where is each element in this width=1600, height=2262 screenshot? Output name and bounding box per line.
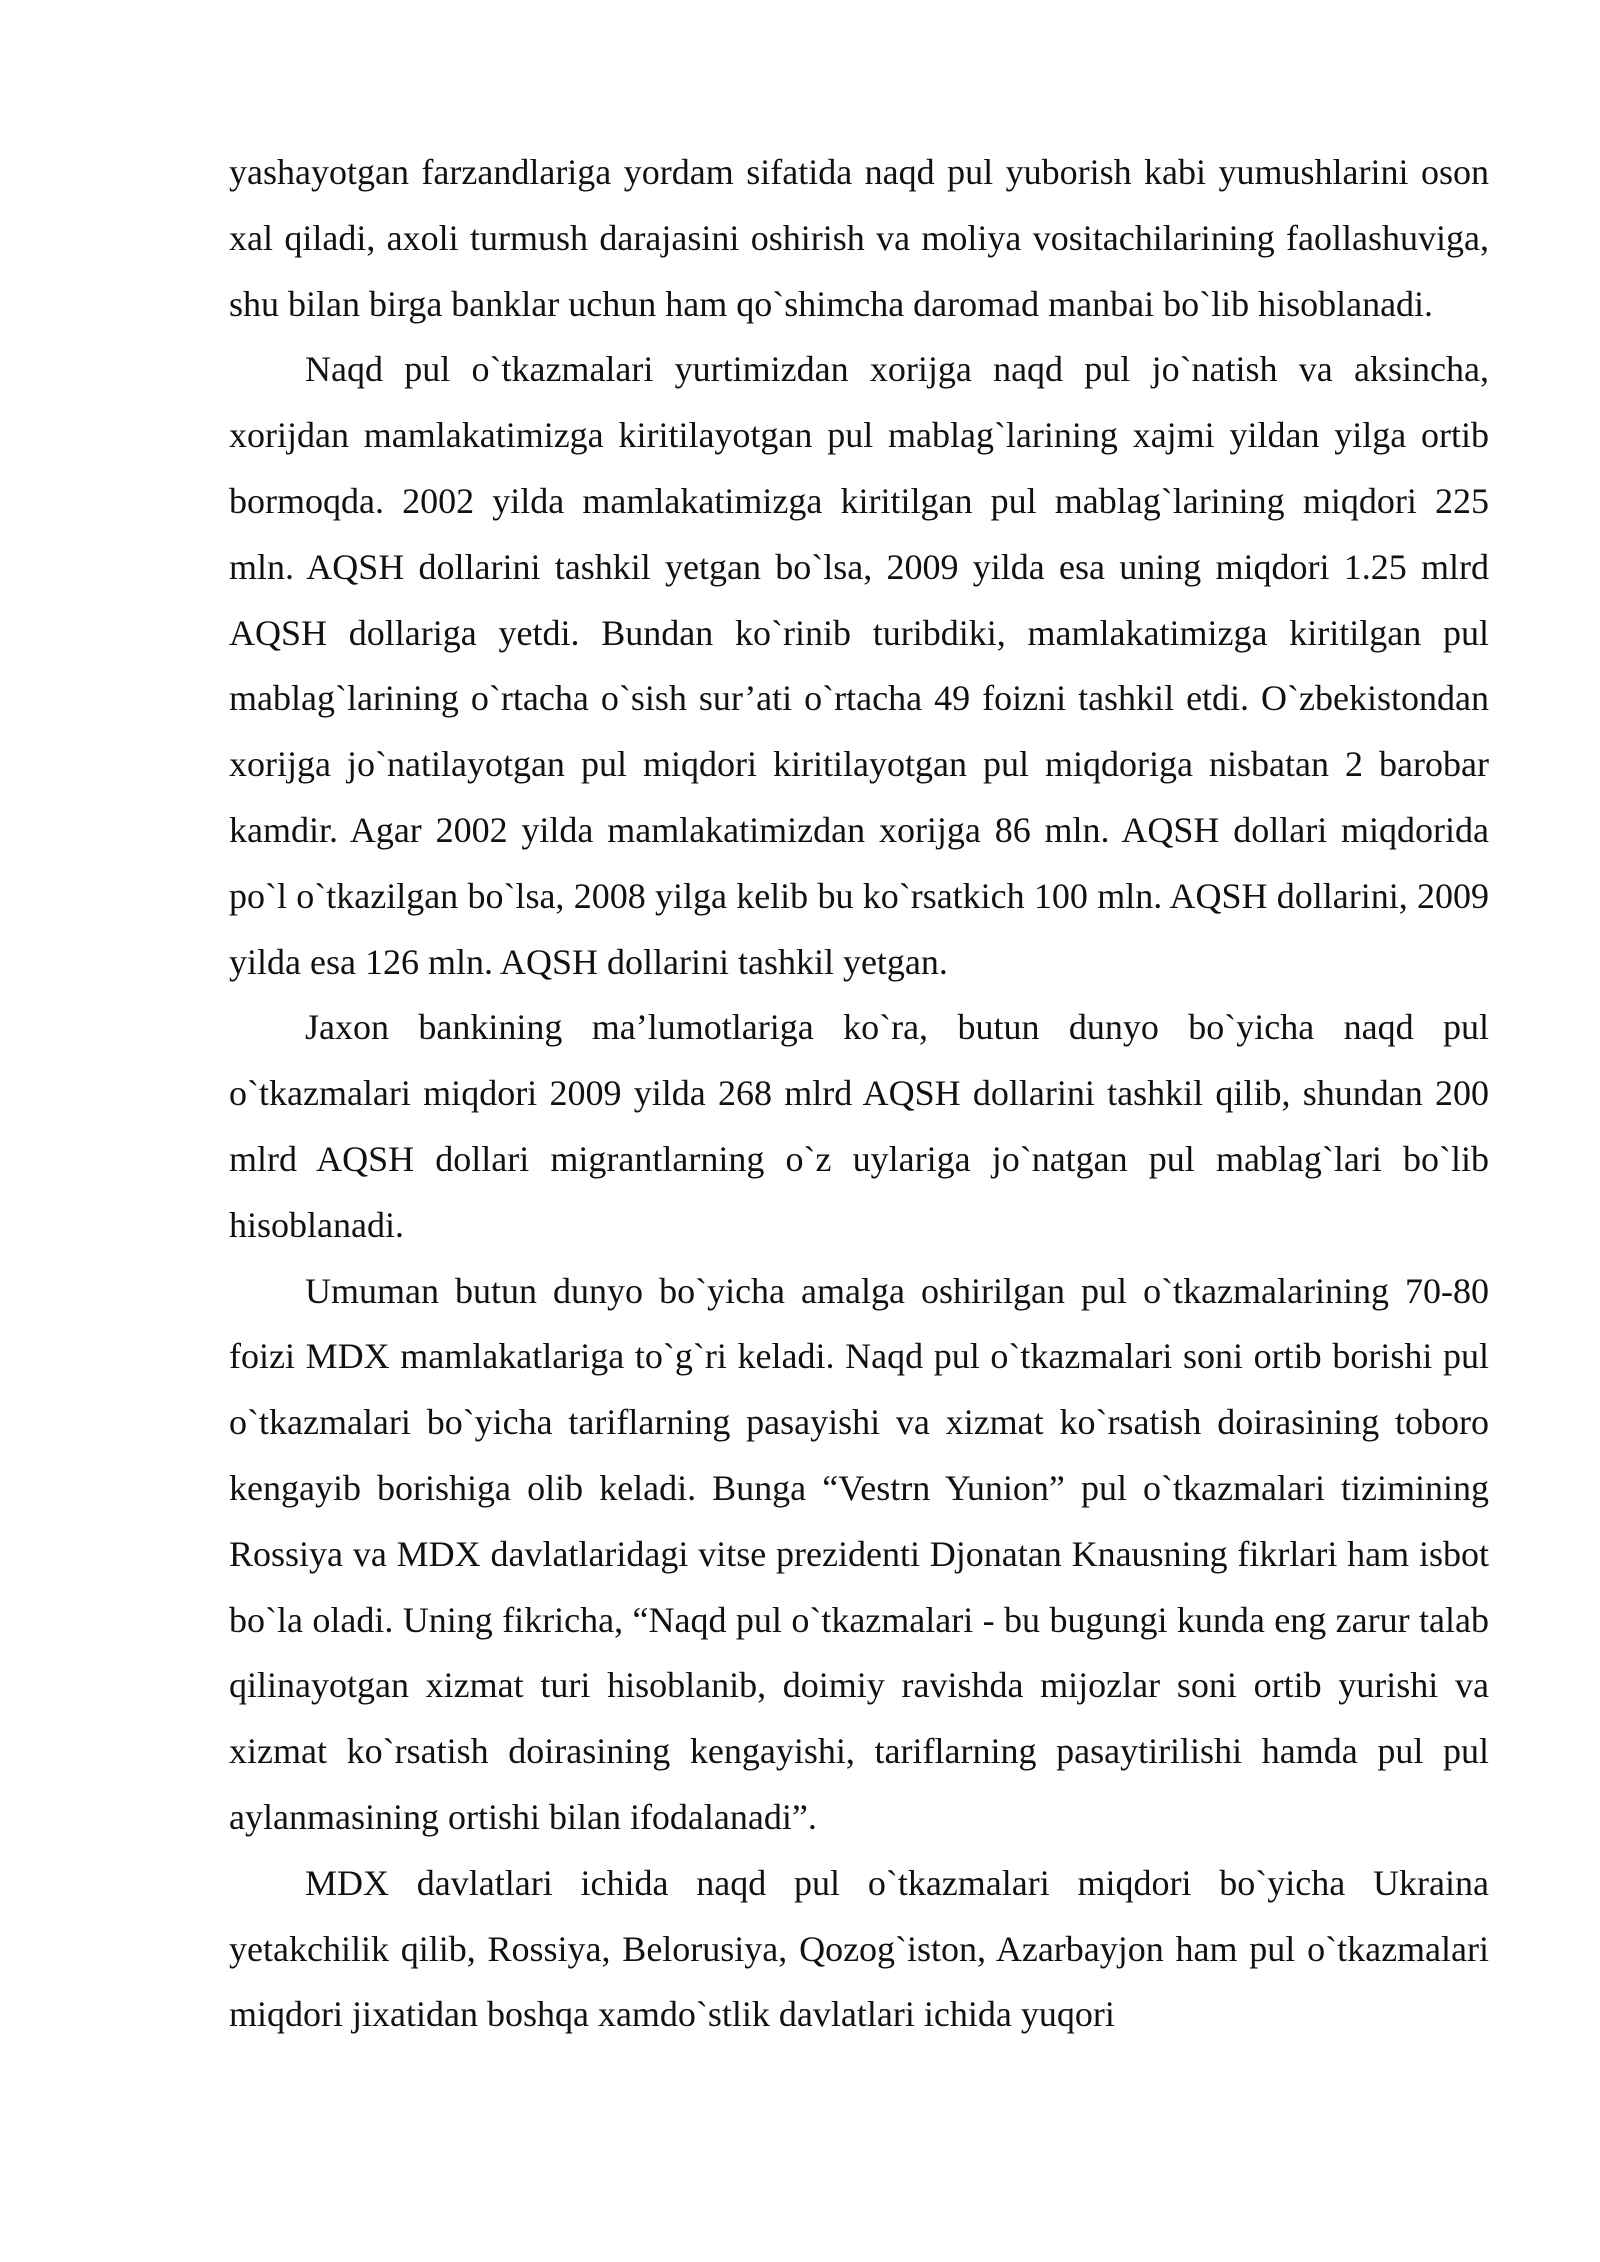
- paragraph-remittance-volume: Naqd pul o`tkazmalari yurtimizdan xorijga naqd pul jo`natish va aksincha, xorijdan mamlakatimizga kiritilayotgan pul mablag`larining xajmi yildan yilga ortib bormoqda. 2002 yilda mamlakatimizga kiritilgan pul mablag`larining miqdori 225 mln. AQSH dollarini tashkil yetgan bo`lsa, 2009 yilda esa uning miqdori 1.25 mlrd AQSH dollariga yetdi. Bundan ko`rinib turibdiki, mamlakatimizga kiritilgan pul mablag`larining o`rtacha o`sish sur’ati o`rtacha 49 foizni tashkil etdi. O`zbekistondan xorijga jo`natilayotgan pul miqdori kiritilayotgan pul miqdoriga nisbatan 2 barobar kamdir. Agar 2002 yilda mamlakatimizdan xorijga 86 mln. AQSH dollari miqdorida po`l o`tkazilgan bo`lsa, 2008 yilga kelib bu ko`rsatkich 100 mln. AQSH dollarini, 2009 yilda esa 126 mln. AQSH dollarini tashkil yetgan.: [229, 349, 1489, 982]
- paragraph-cis-share: Umuman butun dunyo bo`yicha amalga oshirilgan pul o`tkazmalarining 70-80 foizi MDX mamlakatlariga to`g`ri keladi. Naqd pul o`tkazmalari soni ortib borishi pul o`tkazmalari bo`yicha tariflarning pasayishi va xizmat ko`rsatish doirasining toboro kengayib borishiga olib keladi. Bunga “Vestrn Yunion” pul o`tkazmalari tizimining Rossiya va MDX davlatlaridagi vitse prezidenti Djonatan Knausning fikrlari ham isbot bo`la oladi. Uning fikricha, “Naqd pul o`tkazmalari - bu bugungi kunda eng zarur talab qilinayotgan xizmat turi hisoblanib, doimiy ravishda mijozlar soni ortib yurishi va xizmat ko`rsatish doirasining kengayishi, tariflarning pasaytirilishi hamda pul pul aylanmasining ortishi bilan ifodalanadi”.: [229, 1270, 1489, 1837]
- paragraph-world-bank-data: Jaxon bankining ma’lumotlariga ko`ra, butun dunyo bo`yicha naqd pul o`tkazmalari miqdori 2009 yilda 268 mlrd AQSH dollarini tashkil qilib, shundan 200 mlrd AQSH dollari migrantlarning o`z uylariga jo`natgan pul mablag`lari bo`lib hisoblanadi.: [229, 1007, 1489, 1245]
- paragraph-cis-leaders: MDX davlatlari ichida naqd pul o`tkazmalari miqdori bo`yicha Ukraina yetakchilik qilib, Rossiya, Belorusiya, Qozog`iston, Azarbayjon ham pul o`tkazmalari miqdori jixatidan boshqa xamdo`stlik davlatlari ichida yuqori: [229, 1862, 1489, 2035]
- paragraph-continuation: yashayotgan farzandlariga yordam sifatida naqd pul yuborish kabi yumushlarini oson xal qiladi, axoli turmush darajasini oshirish va moliya vositachilarining faollashuviga, shu bilan birga banklar uchun ham qo`shimcha daromad manbai bo`lib hisoblanadi.: [229, 152, 1489, 324]
- document-body: [229, 140, 1489, 2048]
